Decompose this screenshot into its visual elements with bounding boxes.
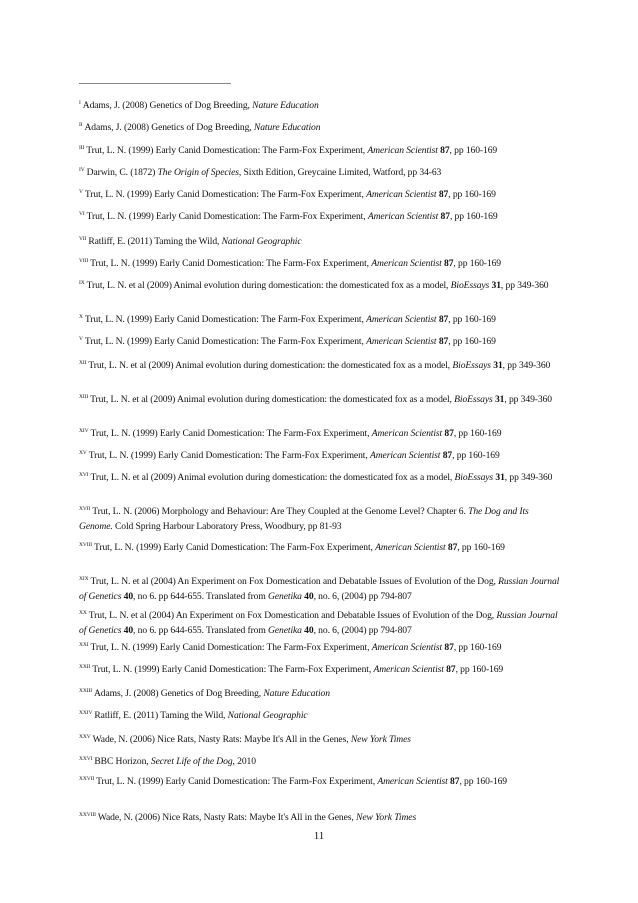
citation-text: Trut, L. N. (1999) Early Canid Domestication: The Farm-Fox Experiment, [93,542,376,553]
citation-title: Nature Education [263,688,330,699]
footnote [79,811,564,826]
footnote-marker: XXII [79,664,91,670]
citation-volume: 87 [438,314,449,325]
citation-text: , pp 160-169 [453,258,501,269]
citation-text: , no 6. pp 644-655. Translated from [133,625,269,636]
footnote-marker: XII [79,360,87,366]
citation-title: Nature Education [253,122,321,133]
citation-volume: 40 [304,591,314,602]
footnote-marker: XXVI [79,756,93,762]
citation-title: American Scientist [375,542,446,553]
citation-volume: 31 [493,360,503,371]
citation-volume: 40 [123,591,134,602]
citation-title: New York Times [350,734,411,745]
footnote [79,99,564,114]
footnote [79,279,564,294]
citation-title: The Origin of Species [157,167,239,178]
citation-text: Trut, L. N. (1999) Early Canid Domestication: The Farm-Fox Experiment, [84,336,367,347]
citation-volume: 31 [491,280,501,291]
footnote [79,335,564,350]
citation-volume: 87 [440,211,450,222]
citation-text: Trut, L. N. et al (2009) Animal evolution during domestication: the domesticated fox as a model, [88,360,453,371]
footnote [79,449,564,464]
citation-text: Trut, L. N. (1999) Early Canid Domestication: The Farm-Fox Experiment, [92,664,374,675]
footnote-separator [79,83,231,84]
footnote [79,709,564,724]
citation-text: , no. 6, (2004) pp 794-807 [313,591,412,602]
footnote [79,166,564,181]
citation-text: Darwin, C. (1872) [86,167,158,178]
citation-title: Genetika [268,625,302,636]
footnote-marker: V [79,336,83,342]
footnote-marker: III [79,145,85,151]
citation-text: Trut, L. N. (1999) Early Canid Domestication: The Farm-Fox Experiment, [84,189,367,200]
citation-text: , pp 160-169 [452,450,500,461]
citation-volume: 87 [447,542,458,553]
citation-text: , no 6. pp 644-655. Translated from [133,591,269,602]
citation-text: , pp 160-169 [449,211,498,222]
citation-volume: 87 [444,642,454,653]
footnote [79,687,564,702]
citation-volume: 87 [442,450,453,461]
footnote-marker: XXVII [79,776,95,782]
citation-title: BioEssays [452,360,491,371]
footnote [79,641,564,656]
footnote [79,313,564,328]
citation-title: Genetika [268,591,302,602]
footnote-marker: VIII [79,258,89,264]
citation-text: Wade, N. (2006) Nice Rats, Nasty Rats: Maybe It's All in the Genes, [97,812,357,823]
citation-text: Trut, L. N. (1999) Early Canid Domestication: The Farm-Fox Experiment, [88,450,370,461]
citation-text: , pp 160-169 [448,189,496,200]
citation-text: , pp 160-169 [457,542,505,553]
footnote [79,755,564,770]
citation-volume: 87 [446,664,456,675]
citation-volume: 87 [438,189,449,200]
citation-title: BioEssays [454,394,493,405]
citation-title: Russian Journal of Genetics [79,610,558,636]
citation-volume: 40 [304,625,314,636]
citation-text: Trut, L. N. (1999) Early Canid Domestication: The Farm-Fox Experiment, [90,258,372,269]
citation-text: , pp 349-360 [504,394,552,405]
citation-title: American Scientist [366,314,437,325]
citation-volume: 87 [444,258,454,269]
citation-title: American Scientist [371,428,443,439]
footnote-marker: XVIII [79,542,92,548]
footnote-marker: VII [79,236,87,242]
footnote-marker: XXIII [79,688,92,694]
citation-text: Trut, L. N. (2006) Morphology and Behaviour: Are They Coupled at the Genome Level? Chapter 6. [92,506,469,517]
footnote [79,121,564,136]
footnote-marker: XIV [79,428,89,434]
page-number: 11 [313,830,325,842]
footnote [79,609,564,637]
citation-volume: 87 [438,336,449,347]
citation-title: BioEssays [450,280,490,291]
citation-text: , pp 160-169 [453,428,502,439]
citation-volume: 87 [450,776,460,787]
citation-text: Trut, L. N. (1999) Early Canid Domestication: The Farm-Fox Experiment, [90,428,372,439]
footnote-marker: II [79,122,83,128]
footnote-marker: XXIV [79,710,93,716]
footnote [79,541,564,556]
footnote [79,235,564,250]
footnote [79,144,564,159]
citation-text: Trut, L. N. (1999) Early Canid Domestication: The Farm-Fox Experiment, [86,145,368,156]
footnote [79,210,564,225]
footnote [79,188,564,203]
footnote-marker: XVI [79,472,89,478]
footnote [79,471,564,486]
footnote-marker: IV [79,167,85,173]
citation-text: Trut, L. N. (1999) Early Canid Domestication: The Farm-Fox Experiment, [86,211,368,222]
citation-text: Trut, L. N. (1999) Early Canid Domestication: The Farm-Fox Experiment, [96,776,378,787]
citation-volume: 31 [495,472,505,483]
footnote-marker: VI [79,211,85,217]
footnote-marker: XXV [79,734,91,740]
citation-title: The Dog and Its Genome. [79,506,529,532]
citation-text: Adams, J. (2008) Genetics of Dog Breeding, [82,100,253,111]
footnote-marker: V [79,189,83,195]
footnote [79,505,564,533]
citation-title: American Scientist [367,211,439,222]
citation-text: , pp 160-169 [459,776,508,787]
footnote-marker: XIII [79,394,89,400]
citation-title: American Scientist [371,258,442,269]
citation-text: , pp 349-360 [500,280,549,291]
citation-title: Russian Journal of Genetics [79,576,560,602]
footnote-marker: IX [79,280,85,286]
citation-text: , pp 160-169 [455,664,504,675]
footnote [79,733,564,748]
citation-title: New York Times [356,812,417,823]
citation-text: Trut, L. N. (1999) Early Canid Domestication: The Farm-Fox Experiment, [84,314,367,325]
citation-text: , Sixth Edition, Greycaine Limited, Watford, pp 34-63 [238,167,442,178]
footnote-marker: XIX [79,576,89,582]
citation-title: American Scientist [366,189,437,200]
citation-title: American Scientist [369,450,441,461]
footnote [79,775,564,790]
footnote-marker: XXI [79,642,89,648]
citation-text: Wade, N. (2006) Nice Rats, Nasty Rats: Maybe It's All in the Genes, [92,734,351,745]
footnote [79,257,564,272]
citation-title: Nature Education [252,100,319,111]
citation-text: , no. 6, (2004) pp 794-807 [313,625,412,636]
footnote [79,663,564,678]
citation-title: American Scientist [373,664,444,675]
citation-text: Trut, L. N. et al (2004) An Experiment on Fox Domestication and Debatable Issues of Evolution of the Dog, [90,576,499,587]
footnote [79,427,564,442]
citation-volume: 87 [444,428,454,439]
citation-text: Adams, J. (2008) Genetics of Dog Breeding, [84,122,254,133]
citation-text: Trut, L. N. et al (2009) Animal evolution during domestication: the domesticated fox as a model, [86,280,451,291]
citation-text: Trut, L. N. et al (2004) An Experiment on Fox Domestication and Debatable Issues of Evolution of the Dog, [88,610,497,621]
citation-volume: 40 [123,625,134,636]
citation-volume: 31 [494,394,505,405]
citation-text: BBC Horizon, [94,756,151,767]
citation-title: BioEssays [454,472,494,483]
citation-text: , pp 160-169 [448,336,496,347]
citation-title: Secret Life of the Dog [150,756,233,767]
footnote [79,359,564,374]
citation-text: Adams, J. (2008) Genetics of Dog Breeding, [93,688,264,699]
footnote-marker: I [79,100,81,106]
citation-text: Ratliff, E. (2011) Taming the Wild, [94,710,228,721]
citation-text: Ratliff, E. (2011) Taming the Wild, [88,236,222,247]
citation-text: Trut, L. N. et al (2009) Animal evolution during domestication: the domesticated fox as a model, [90,394,455,405]
citation-title: American Scientist [367,145,438,156]
citation-title: National Geographic [221,236,302,247]
citation-title: American Scientist [366,336,437,347]
citation-text: , pp 160-169 [448,314,496,325]
footnote-marker: XX [79,610,87,616]
citation-text: Trut, L. N. et al (2009) Animal evolution during domestication: the domesticated fox as a model, [90,472,455,483]
citation-volume: 87 [440,145,450,156]
citation-text: Cold Spring Harbour Laboratory Press, Woodbury, pp 81-93 [112,521,342,532]
footnote-marker: XVII [79,506,91,512]
footnote-marker: XXVIII [79,812,96,818]
citation-text: , pp 349-360 [504,472,553,483]
citation-text: Trut, L. N. (1999) Early Canid Domestication: The Farm-Fox Experiment, [90,642,372,653]
footnote-marker: X [79,314,83,320]
citation-text: , pp 160-169 [453,642,502,653]
citation-text: , pp 349-360 [502,360,551,371]
citation-title: American Scientist [371,642,443,653]
footnote [79,575,564,603]
footnote [79,393,564,408]
footnote-marker: XV [79,450,87,456]
citation-text: , pp 160-169 [449,145,498,156]
citation-title: National Geographic [227,710,308,721]
citation-text: , 2010 [232,756,256,767]
citation-title: American Scientist [377,776,448,787]
